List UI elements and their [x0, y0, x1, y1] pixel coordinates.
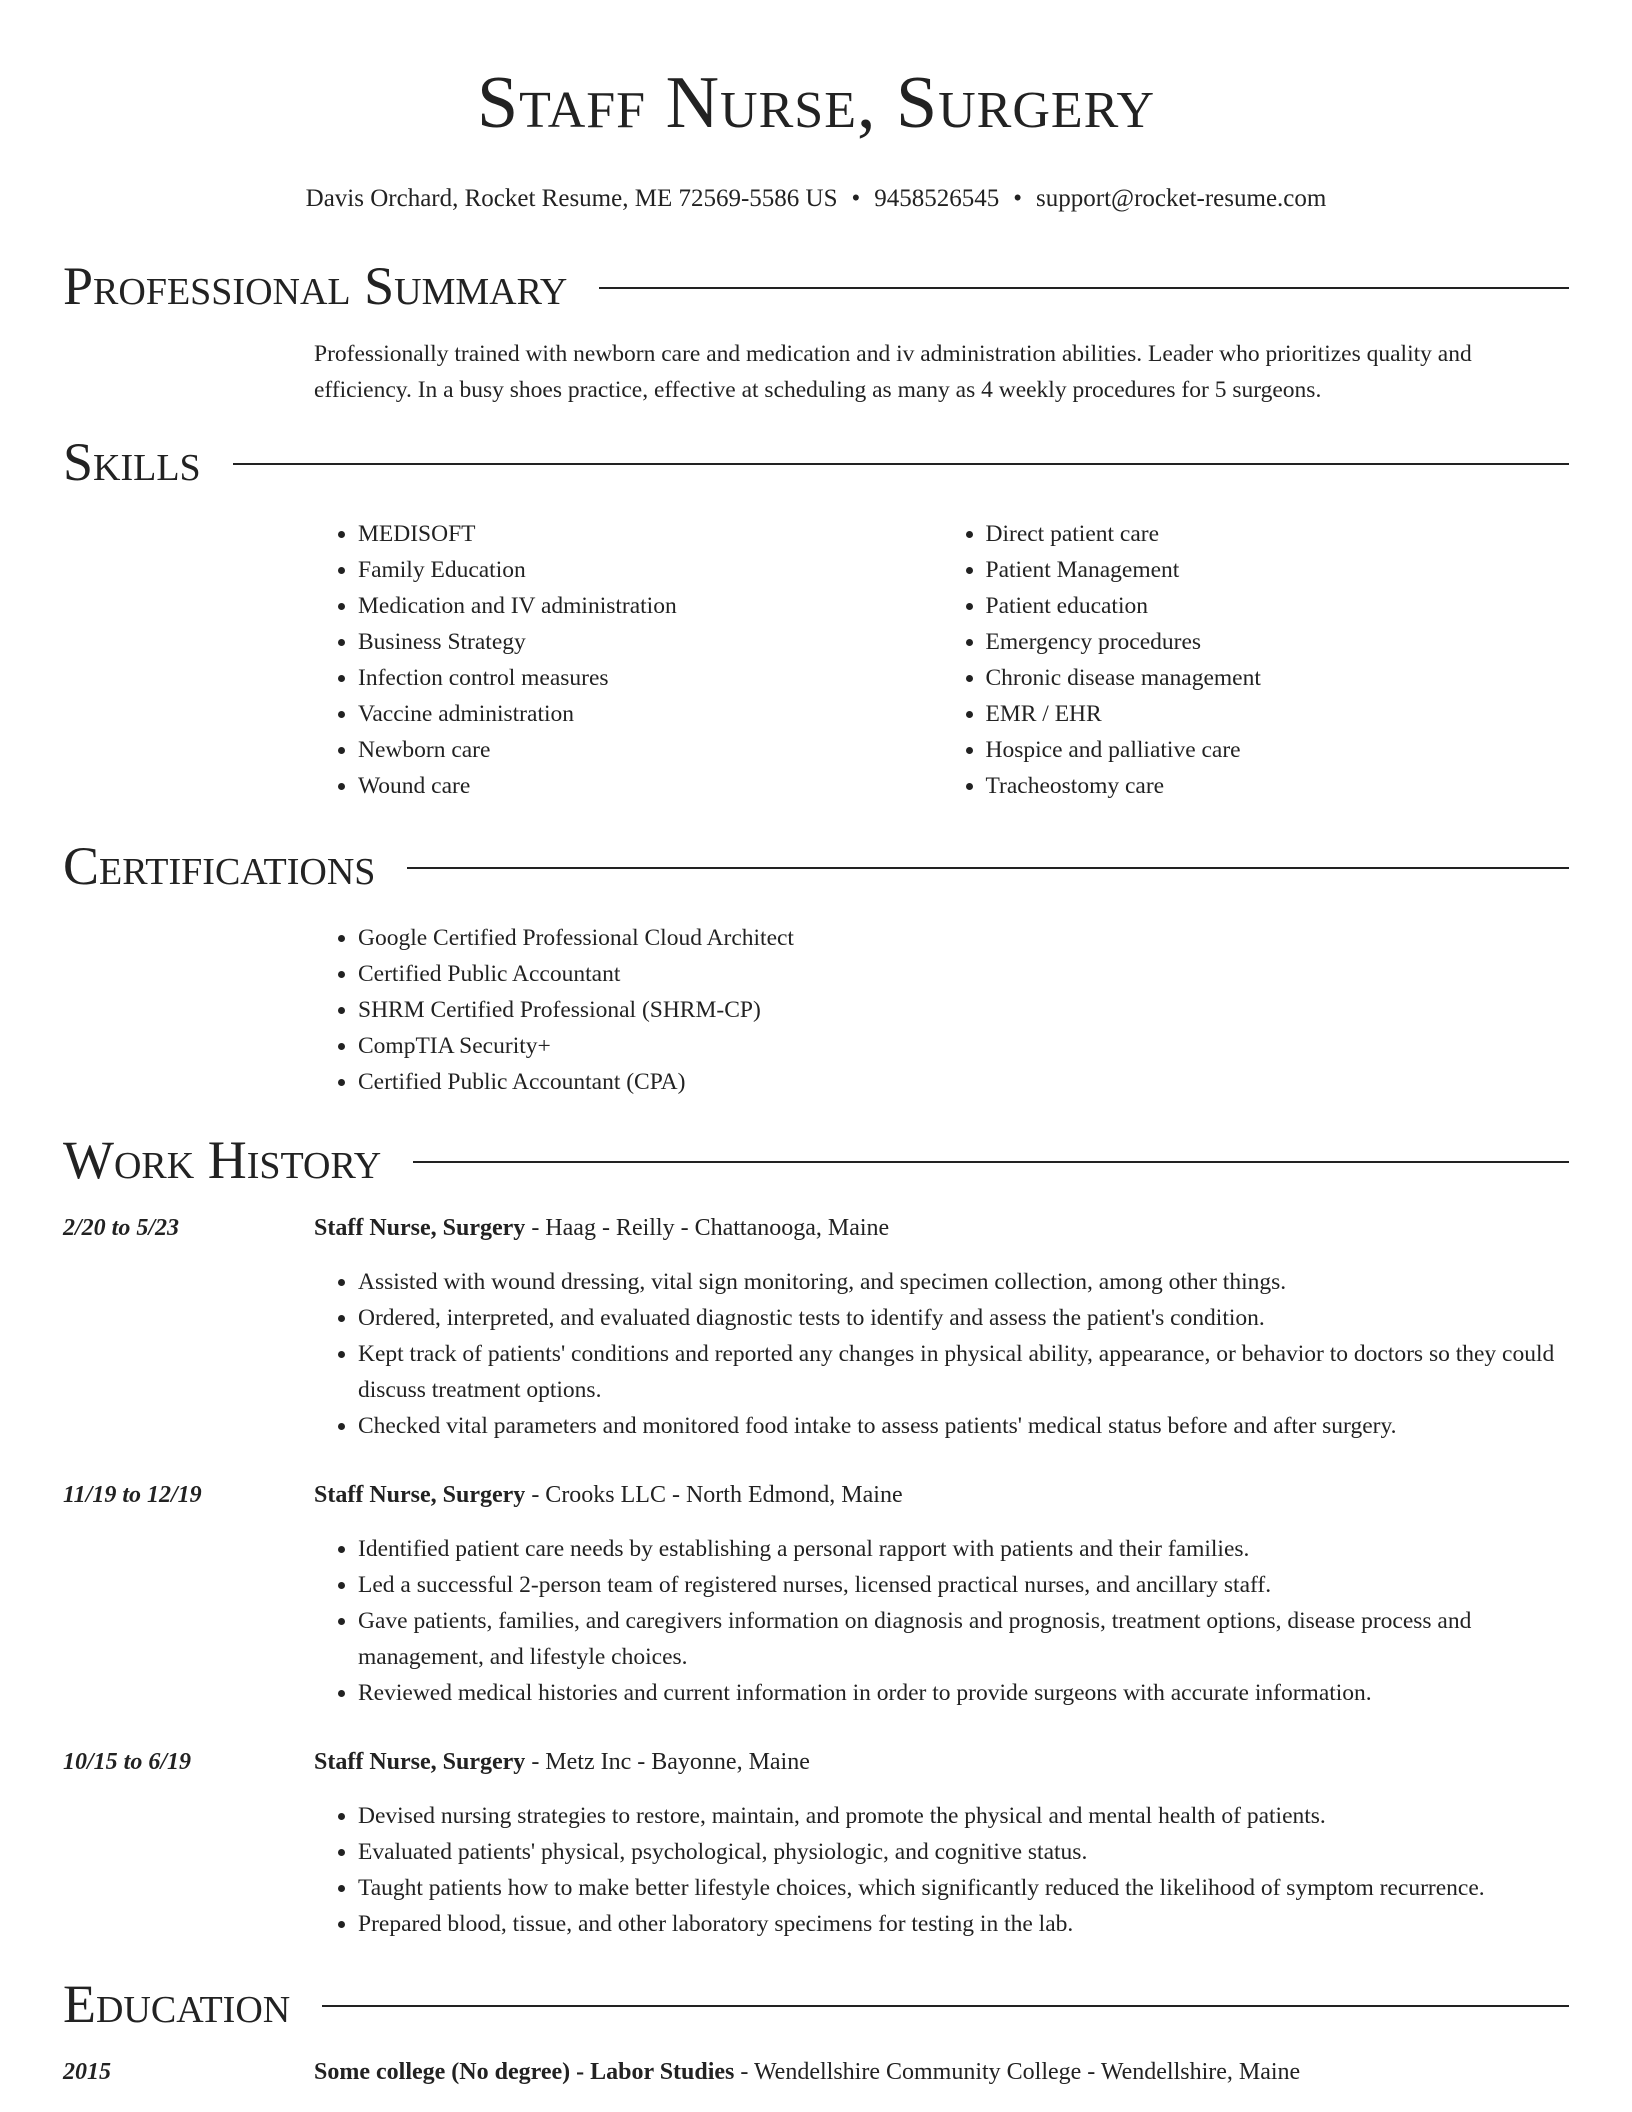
job-bullet: • Assisted with wound dressing, vital sign monitoring, and specimen collection, among other things.	[358, 1264, 1569, 1300]
section-title-skills: Skills	[63, 432, 201, 492]
education-school: - Wendellshire Community College - Wendellshire, Maine	[734, 2059, 1301, 2085]
section-divider	[413, 1161, 1569, 1163]
job-company: - Haag - Reilly - Chattanooga, Maine	[525, 1215, 890, 1241]
skill-item: • Patient education	[986, 588, 1570, 624]
education-year: 2015	[63, 2059, 111, 2085]
job-content	[314, 1744, 1569, 1942]
summary-text: Professionally trained with newborn care and medication and iv administration abilities. Leader who prioritizes quality and efficiency. In a busy shoes practice, effective at scheduling as many as 4 weekly procedures for 5 surgeons.	[314, 341, 1472, 403]
skill-item: • Vaccine administration	[358, 696, 942, 732]
resume-header	[63, 0, 1569, 214]
skill-item: • Tracheostomy care	[986, 768, 1570, 804]
skill-item: • EMR / EHR	[986, 696, 1570, 732]
job-bullet: • Kept track of patients' conditions and reported any changes in physical ability, appearance, or behavior to doctors so they could discuss treatment options.	[358, 1336, 1569, 1408]
job-bullet: • Ordered, interpreted, and evaluated diagnostic tests to identify and assess the patient's condition.	[358, 1300, 1569, 1336]
job-bullet: • Led a successful 2-person team of registered nurses, licensed practical nurses, and ancillary staff.	[358, 1567, 1569, 1603]
job-bullet: • Checked vital parameters and monitored food intake to assess patients' medical status before and after surgery.	[358, 1408, 1569, 1444]
skills-section-header	[63, 430, 1569, 494]
certifications-list	[314, 920, 1569, 1100]
certification-item: • Google Certified Professional Cloud Architect	[358, 920, 1569, 956]
skill-item: • Wound care	[358, 768, 942, 804]
job-heading	[314, 1210, 1569, 1246]
job-bullet: • Reviewed medical histories and current information in order to provide surgeons with accurate information.	[358, 1675, 1569, 1711]
section-divider	[599, 287, 1569, 289]
job-bullet: • Gave patients, families, and caregivers information on diagnosis and prognosis, treatment options, disease process and management, and lifestyle choices.	[358, 1603, 1569, 1675]
certification-item: • SHRM Certified Professional (SHRM-CP)	[358, 992, 1569, 1028]
skill-item: • Emergency procedures	[986, 624, 1570, 660]
job-content	[314, 1477, 1569, 1711]
section-title-education: Education	[63, 1974, 291, 2034]
job-title: Staff Nurse, Surgery	[314, 1749, 526, 1775]
contact-separator: •	[1013, 185, 1023, 212]
job-dates: 10/15 to 6/19	[63, 1749, 192, 1775]
section-divider	[233, 463, 1569, 465]
job-heading	[314, 1477, 1569, 1513]
summary-section-header	[63, 254, 1569, 318]
job-dates: 11/19 to 12/19	[63, 1482, 202, 1508]
certifications-section-header	[63, 834, 1569, 898]
contact-email: support@rocket-resume.com	[1036, 185, 1327, 212]
job-bullets	[314, 1798, 1569, 1942]
education-degree: Some college (No degree) - Labor Studies	[314, 2059, 735, 2085]
job-company: - Metz Inc - Bayonne, Maine	[525, 1749, 810, 1775]
job-content	[314, 1210, 1569, 1444]
job-entry	[63, 1477, 1569, 1711]
skill-item: • Chronic disease management	[986, 660, 1570, 696]
job-bullets	[314, 1531, 1569, 1711]
certifications-block	[314, 920, 1569, 1100]
skill-item: • Infection control measures	[358, 660, 942, 696]
skill-item: • Medication and IV administration	[358, 588, 942, 624]
skill-item: • Direct patient care	[986, 516, 1570, 552]
certification-item: • CompTIA Security+	[358, 1028, 1569, 1064]
job-title: Staff Nurse, Surgery	[314, 1482, 526, 1508]
contact-line	[63, 184, 1569, 214]
skill-item: • Business Strategy	[358, 624, 942, 660]
skill-item: • MEDISOFT	[358, 516, 942, 552]
section-divider	[322, 2005, 1569, 2007]
contact-phone: 9458526545	[874, 185, 1000, 212]
certification-item: • Certified Public Accountant	[358, 956, 1569, 992]
skills-list-left	[314, 516, 942, 804]
skill-item: • Hospice and palliative care	[986, 732, 1570, 768]
contact-address: Davis Orchard, Rocket Resume, ME 72569-5586 US	[305, 185, 838, 212]
skill-item: • Family Education	[358, 552, 942, 588]
certification-item: • Certified Public Accountant (CPA)	[358, 1064, 1569, 1100]
job-title: Staff Nurse, Surgery	[314, 1215, 526, 1241]
job-bullet: • Devised nursing strategies to restore, maintain, and promote the physical and mental health of patients.	[358, 1798, 1569, 1834]
section-title-certifications: Certifications	[63, 836, 376, 896]
job-company: - Crooks LLC - North Edmond, Maine	[525, 1482, 903, 1508]
job-bullets	[314, 1264, 1569, 1444]
education-heading	[314, 2054, 1300, 2090]
section-title-work-history: Work History	[63, 1130, 382, 1190]
job-entry	[63, 1744, 1569, 1942]
skills-list-right	[942, 516, 1570, 804]
section-divider	[407, 867, 1569, 869]
job-entry	[63, 1210, 1569, 1444]
job-heading	[314, 1744, 1569, 1780]
section-title-summary: Professional Summary	[63, 256, 568, 316]
job-bullet: • Identified patient care needs by establishing a personal rapport with patients and their families.	[358, 1531, 1569, 1567]
job-bullet: • Prepared blood, tissue, and other laboratory specimens for testing in the lab.	[358, 1906, 1569, 1942]
education-entry	[63, 2054, 1569, 2090]
skills-grid	[314, 516, 1569, 804]
job-bullet: • Evaluated patients' physical, psychological, physiologic, and cognitive status.	[358, 1834, 1569, 1870]
work-section-header	[63, 1128, 1569, 1192]
contact-separator: •	[851, 185, 861, 212]
education-section-header	[63, 1972, 1569, 2036]
job-bullet: • Taught patients how to make better lifestyle choices, which significantly reduced the likelihood of symptom recurrence.	[358, 1870, 1569, 1906]
skill-item: • Patient Management	[986, 552, 1570, 588]
job-dates: 2/20 to 5/23	[63, 1215, 180, 1241]
candidate-name: Staff Nurse, Surgery	[476, 62, 1156, 144]
skill-item: • Newborn care	[358, 732, 942, 768]
